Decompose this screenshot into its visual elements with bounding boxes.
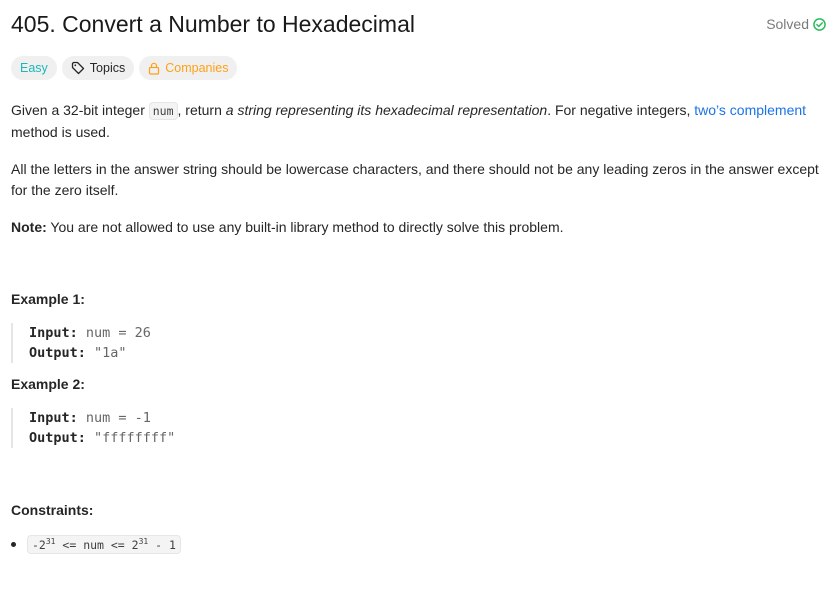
problem-description-panel xyxy=(11,0,826,554)
constraints-title: Constraints: xyxy=(11,502,94,518)
example-2-title: Example 2: xyxy=(11,376,85,392)
difficulty-badge[interactable]: Easy xyxy=(11,56,57,80)
input-label: Input: xyxy=(29,410,78,426)
tag-icon xyxy=(71,61,85,75)
output-label: Output: xyxy=(29,345,86,361)
description-paragraph-2: All the letters in the answer string should be lowercase characters, and there should not be any leading zeros in the answer except for the zero itself. xyxy=(11,161,819,198)
input-value: num = 26 xyxy=(77,325,151,341)
check-circle-icon xyxy=(813,18,826,31)
note-text: You are not allowed to use any built-in library method to directly solve this problem. xyxy=(46,219,564,235)
note-label: Note: xyxy=(11,219,47,235)
example-2-input xyxy=(29,408,826,428)
companies-badge[interactable] xyxy=(139,56,237,80)
text: . For negative integers, xyxy=(547,102,695,118)
superscript: 31 xyxy=(45,537,56,546)
example-1-output xyxy=(29,343,826,363)
constraint-code xyxy=(27,535,181,554)
topics-badge[interactable] xyxy=(62,56,134,80)
inline-code-num: num xyxy=(149,102,178,120)
problem-title[interactable]: 405. Convert a Number to Hexadecimal xyxy=(11,11,415,37)
title-row xyxy=(11,0,826,52)
input-label: Input: xyxy=(29,325,78,341)
bullet-dot xyxy=(11,542,16,547)
superscript: 31 xyxy=(138,537,149,546)
description-paragraph-1 xyxy=(11,100,826,143)
solved-label: Solved xyxy=(766,16,809,32)
text: - 1 xyxy=(148,537,176,552)
example-2-output xyxy=(29,428,826,448)
output-label: Output: xyxy=(29,430,86,446)
companies-label: Companies xyxy=(165,61,229,75)
emphasis-text: a string representing its hexadecimal representation xyxy=(225,102,548,118)
example-1-title: Example 1: xyxy=(11,291,85,307)
note-paragraph xyxy=(11,217,826,238)
text: <= num <= 2 xyxy=(55,537,139,552)
solved-status xyxy=(766,16,826,32)
text: -2 xyxy=(32,537,46,552)
constraints-list xyxy=(11,535,826,554)
input-value: num = -1 xyxy=(77,410,151,426)
text: Given a 32-bit integer xyxy=(11,102,149,118)
text: method is used. xyxy=(11,124,110,140)
text: , return xyxy=(177,102,226,118)
example-1-input xyxy=(29,323,826,343)
example-1-box xyxy=(11,323,826,363)
output-value: "ffffffff" xyxy=(85,430,176,446)
example-2-box xyxy=(11,408,826,448)
lock-icon xyxy=(148,62,160,75)
constraint-item xyxy=(11,535,826,554)
badge-row xyxy=(11,56,826,80)
output-value: "1a" xyxy=(85,345,127,361)
topics-label: Topics xyxy=(89,61,126,75)
twos-complement-link[interactable]: two’s complement xyxy=(694,102,807,118)
